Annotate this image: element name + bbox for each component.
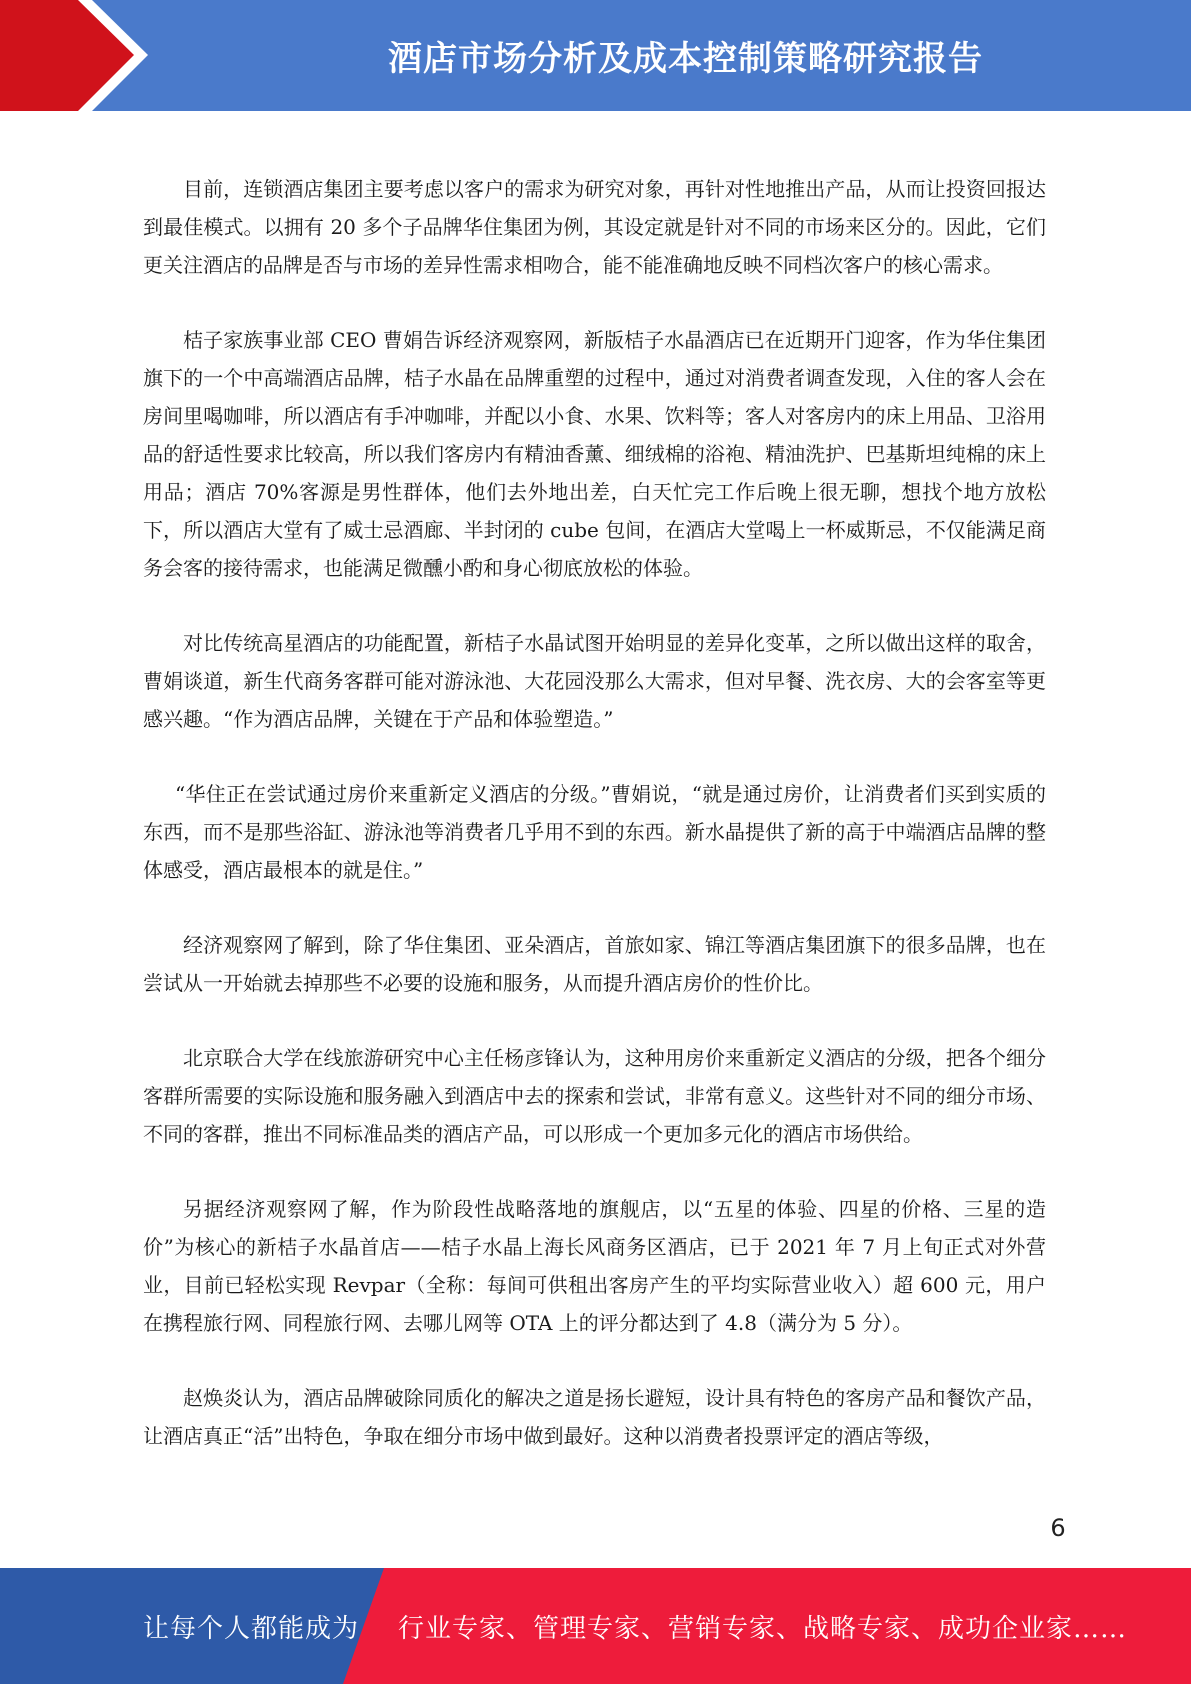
paragraph-4: “华住正在尝试通过房价来重新定义酒店的分级。”曹娟说，“就是通过房价，让消费者们买到实质的东西，而不是那些浴缸、游泳池等消费者几乎用不到的东西。新水晶提供了新的高于中端酒店品牌的整体感受，酒店最根本的就是住。” <box>143 782 1046 882</box>
paragraph-6: 北京联合大学在线旅游研究中心主任杨彦锋认为，这种用房价来重新定义酒店的分级，把各个细分客群所需要的实际设施和服务融入到酒店中去的探索和尝试，非常有意义。这些针对不同的细分市场、不同的客群，推出不同标准品类的酒店产品，可以形成一个更加多元化的酒店市场供给。 <box>143 1046 1046 1146</box>
footer-slogan-right: 行业专家、管理专家、营销专家、战略专家、成功企业家…… <box>398 1613 1128 1644</box>
paragraph-3: 对比传统高星酒店的功能配置，新桔子水晶试图开始明显的差异化变革，之所以做出这样的取舍，曹娟谈道，新生代商务客群可能对游泳池、大花园没那么大需求，但对早餐、洗衣房、大的会客室等更感兴趣。“作为酒店品牌，关键在于产品和体验塑造。” <box>143 631 1046 731</box>
paragraph-5: 经济观察网了解到，除了华住集团、亚朵酒店，首旅如家、锦江等酒店集团旗下的很多品牌，也在尝试从一开始就去掉那些不必要的设施和服务，从而提升酒店房价的性价比。 <box>143 933 1046 995</box>
footer-band <box>0 1568 1191 1684</box>
report-title: 酒店市场分析及成本控制策略研究报告 <box>388 39 983 79</box>
paragraph-8: 赵焕炎认为，酒店品牌破除同质化的解决之道是扬长避短，设计具有特色的客房产品和餐饮产品，让酒店真正“活”出特色，争取在细分市场中做到最好。这种以消费者投票评定的酒店等级， <box>143 1386 1046 1448</box>
paragraph-1: 目前，连锁酒店集团主要考虑以客户的需求为研究对象，再针对性地推出产品，从而让投资回报达到最佳模式。以拥有 20 多个子品牌华住集团为例，其设定就是针对不同的市场来区分的。因此，它们更关注酒店的品牌是否与市场的差异性需求相吻合，能不能准确地反映不同档次客户的核心需求。 <box>143 177 1046 277</box>
page-number: 6 <box>1050 1514 1066 1542</box>
paragraph-7: 另据经济观察网了解，作为阶段性战略落地的旗舰店，以“五星的体验、四星的价格、三星的造价”为核心的新桔子水晶首店——桔子水晶上海长风商务区酒店，已于 2021 年 7 月上旬正式对外营业，目前已轻松实现 Revpar（全称：每间可供租出客房产生的平均实际营业收入）超 600 元，用户在携程旅行网、同程旅行网、去哪儿网等 OTA 上的评分都达到了 4.8（满分为 5 分）。 <box>143 1197 1046 1335</box>
footer-slogan-left: 让每个人都能成为 <box>143 1613 360 1644</box>
header-band <box>0 0 1191 111</box>
article-body <box>143 170 1046 1492</box>
paragraph-2: 桔子家族事业部 CEO 曹娟告诉经济观察网，新版桔子水晶酒店已在近期开门迎客，作为华住集团旗下的一个中高端酒店品牌，桔子水晶在品牌重塑的过程中，通过对消费者调查发现，入住的客人会在房间里喝咖啡，所以酒店有手冲咖啡，并配以小食、水果、饮料等；客人对客房内的床上用品、卫浴用品的舒适性要求比较高，所以我们客房内有精油香薰、细绒棉的浴袍、精油洗护、巴基斯坦纯棉的床上用品；酒店 70%客源是男性群体，他们去外地出差，白天忙完工作后晚上很无聊，想找个地方放松下，所以酒店大堂有了威士忌酒廊、半封闭的 cube 包间，在酒店大堂喝上一杯威斯忌，不仅能满足商务会客的接待需求，也能满足微醺小酌和身心彻底放松的体验。 <box>143 328 1046 580</box>
